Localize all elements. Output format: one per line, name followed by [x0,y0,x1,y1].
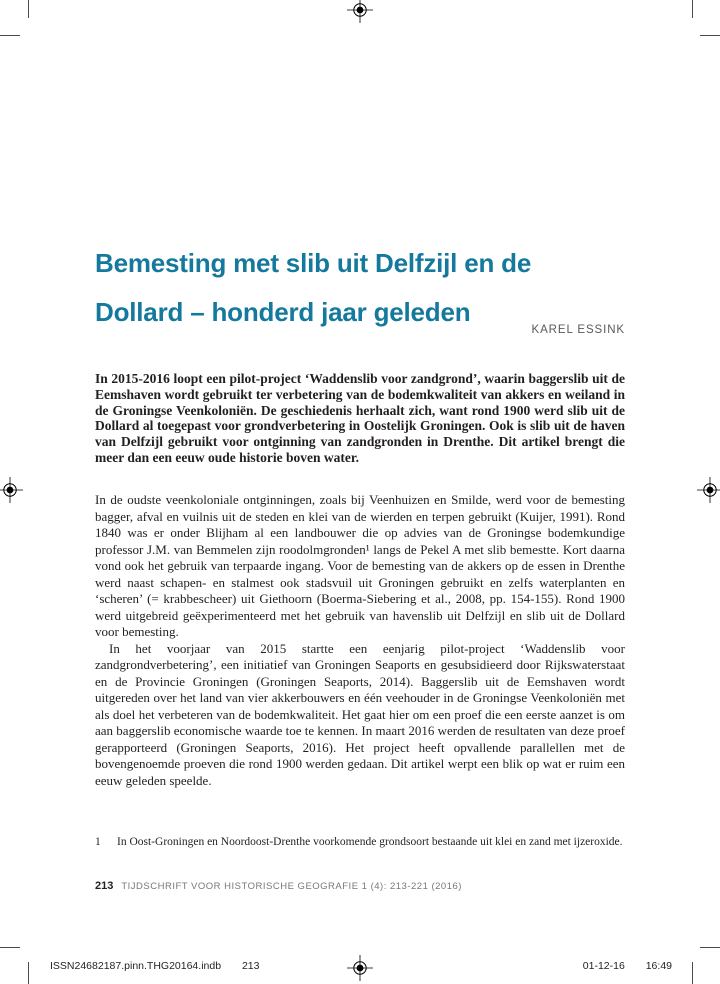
intro-paragraph: In 2015-2016 loopt een pilot-project ‘Waddenslib voor zandgrond’, waarin baggerslib uit de Eemshaven wordt gebruikt ter verbetering van de bodemkwaliteit van akkers en weiland in de Groningse Veenkoloniën. De geschiedenis herhaalt zich, want rond 1900 werd slib uit de Dollard al toegepast voor grondverbetering in Oostelijk Groningen. Ook is slib uit de haven van Delfzijl gebruikt voor ontginning van zandgronden in Drenthe. Dit artikel brengt die meer dan een eeuw oude historie boven water. [95,371,625,465]
page-footer [95,880,625,892]
crop-mark [28,962,29,984]
registration-mark-icon [697,477,720,503]
crop-mark [692,962,693,984]
print-datetime-group [583,960,672,972]
footnote-text: In Oost-Groningen en Noordoost-Drenthe voorkomende grondsoort bestaande uit klei en zand met ijzeroxide. [117,836,623,848]
article-title [95,239,625,337]
registration-mark-icon [347,0,373,23]
body-text [95,492,625,789]
crop-mark [0,35,20,36]
journal-reference: TIJDSCHRIFT VOOR HISTORISCHE GEOGRAFIE 1 (4): 213-221 (2016) [121,881,462,892]
body-paragraph-1: In de oudste veenkoloniale ontginningen, zoals bij Veenhuizen en Smilde, werd voor de bemesting bagger, afval en vuilnis uit de steden en klei van de wierden en terpen gebruikt (Kuijer, 1991). Rond 1840 was er onder Blijham al een landbouwer die op advies van de Groningse bodemkundige professor J.M. van Bemmelen zijn roodolmgronden¹ langs de Pekel A met slib bemestte. Kort daarna vond ook het gebruik van terpaarde ingang. Voor de bemesting van de akkers op de essen in Drenthe werd naast schapen- en stalmest ook stadsvuil uit Groningen gebruikt en zelfs waterplanten en ‘scheren’ (= krabbescheer) uit Giethoorn (Boerma-Siebering et al., 2008, pp. 154-155). Rond 1900 werd uitgebreid geëxperimenteerd met het gebruik van havenslib uit Delfzijl en slib uit de Dollard voor bemesting. [95,492,625,639]
print-info-bar [50,960,672,972]
page-number: 213 [95,880,114,892]
print-date: 01-12-16 [582,960,625,972]
crop-mark [0,947,20,948]
article-title-line-1: Bemesting met slib uit Delfzijl en de [95,248,532,279]
print-file-group [50,960,260,972]
print-time: 16:49 [645,960,672,972]
body-paragraph-2: In het voorjaar van 2015 startte een eenjarig pilot-project ‘Waddenslib voor zandgrondverbetering’, een initiatief van Groningen Seaports en gesubsidieerd door Rijkswaterstaat en de Provincie Groningen (Groningen Seaports, 2014). Baggerslib uit de Eemshaven wordt uitgereden over het land van vier akkerbouwers en één veehouder in de Groningse Veenkoloniën met als doel het verbeteren van de bodemkwaliteit. Het gaat hier om een proef die een eerste aanzet is om aan baggerslib economische waarde toe te kennen. In maart 2016 werden de resultaten van deze proef gerapporteerd (Groningen Seaports, 2016). Het project heeft opvallende parallellen met de bovengenoemde proeven die rond 1900 werden gedaan. Dit artikel werpt een blik op wat er ruim een eeuw geleden speelde. [95,640,625,788]
footnote-number: 1 [95,836,101,848]
crop-mark [692,0,693,18]
registration-mark-icon [0,477,23,503]
print-page-number: 213 [241,960,260,972]
article-title-line-2: Dollard – honderd jaar geleden [95,297,471,328]
crop-mark [700,35,720,36]
author-name: KAREL ESSINK [531,324,625,336]
crop-mark [28,0,29,18]
print-file-name: ISSN24682187.pinn.THG20164.indb [50,960,222,972]
crop-mark [700,947,720,948]
footnote [95,835,625,849]
